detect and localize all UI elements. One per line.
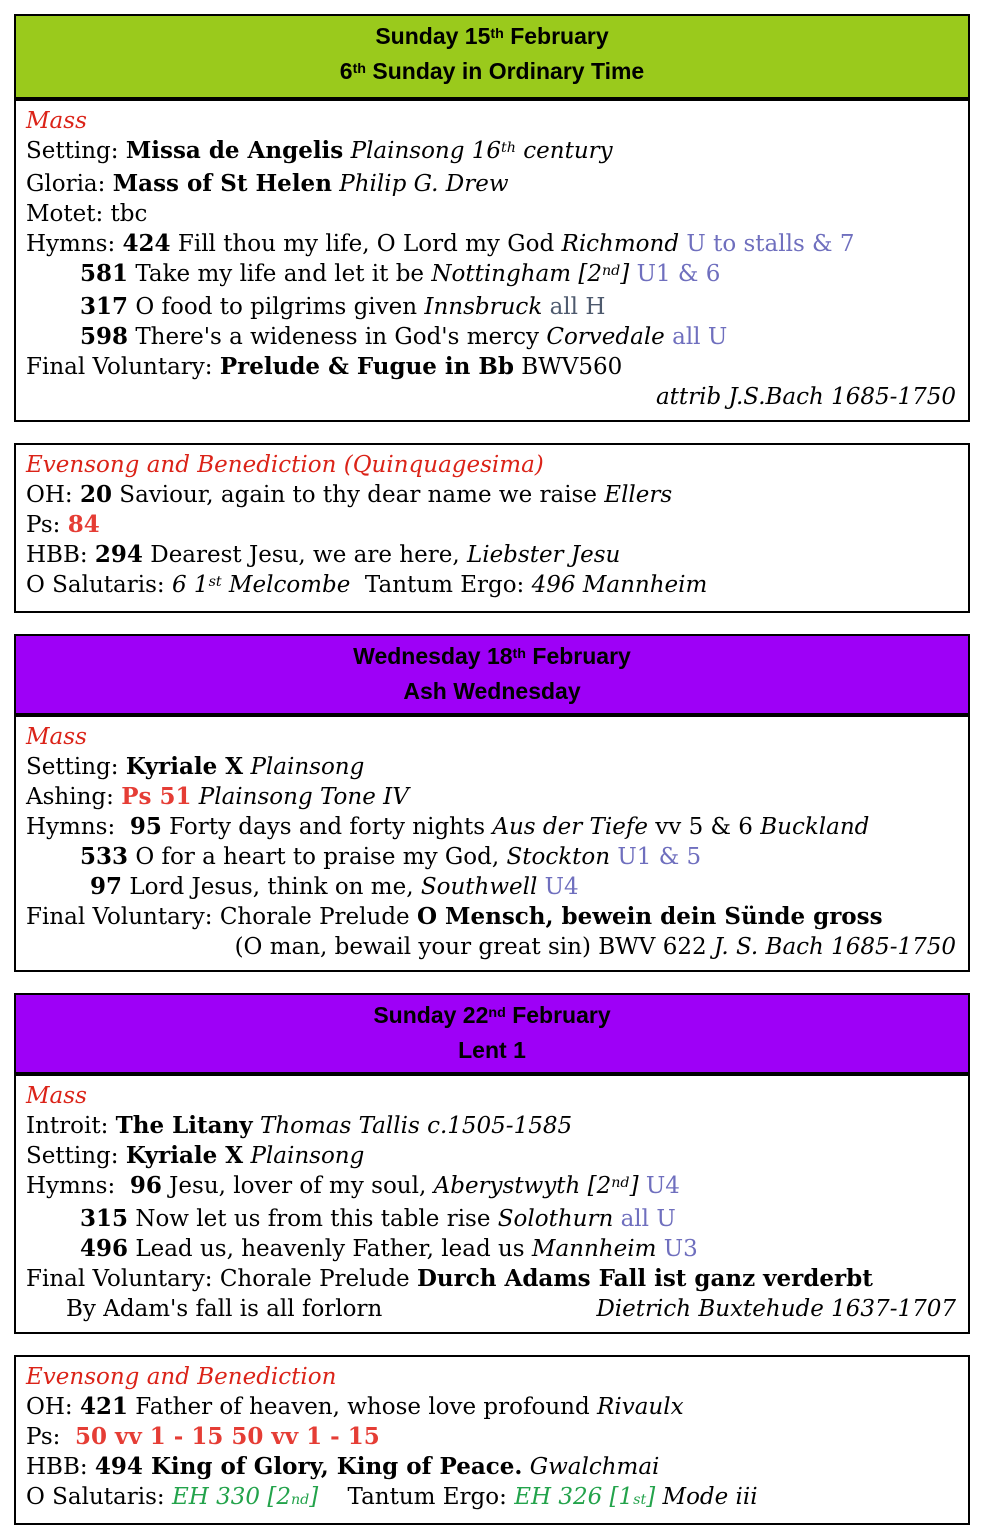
schedule-line xyxy=(26,842,956,872)
text-run: O Salutaris: xyxy=(26,572,172,598)
schedule-line xyxy=(26,169,956,199)
schedule-line xyxy=(26,1111,956,1141)
service-box-sunday-15-february xyxy=(14,14,970,422)
text-run xyxy=(665,324,672,350)
text-run: EH 330 [2 xyxy=(171,1484,291,1510)
text-run: EH 326 [1 xyxy=(514,1484,634,1510)
schedule-line xyxy=(26,259,956,292)
text-run: ] xyxy=(620,261,630,287)
day-header-line xyxy=(16,641,968,676)
schedule-line xyxy=(26,450,956,480)
text-run: Hymns: xyxy=(26,1173,130,1199)
text-run: J. S. Bach 1685-1750 xyxy=(713,934,956,960)
text-run: O for a heart to praise my God, xyxy=(128,844,507,870)
schedule-line xyxy=(26,229,956,259)
schedule-line xyxy=(26,292,956,322)
text-run: Melcombe xyxy=(221,572,351,598)
text-run: 50 vv 1 - 15 50 vv 1 - 15 xyxy=(75,1423,380,1450)
text-run xyxy=(629,261,636,287)
schedule-line xyxy=(26,1392,956,1422)
schedule-line xyxy=(26,1294,956,1324)
text-run xyxy=(656,1236,663,1262)
text-run: Mannheim xyxy=(582,572,708,598)
schedule-line xyxy=(26,1422,956,1452)
service-body xyxy=(16,445,968,611)
text-run: 496 xyxy=(531,572,583,598)
schedule-line xyxy=(26,782,956,812)
text-run xyxy=(343,138,350,164)
text-run: BWV560 xyxy=(513,354,623,380)
schedule-line xyxy=(26,812,956,842)
schedule-line xyxy=(26,1452,956,1482)
service-body xyxy=(16,101,968,420)
text-run: Motet: tbc xyxy=(26,201,148,227)
text-run: Sunday 22 xyxy=(373,1002,489,1028)
text-run: February xyxy=(505,1002,611,1028)
text-run: O Mensch, bewein dein Sünde gross xyxy=(416,903,883,930)
text-run: Mode iii xyxy=(662,1484,758,1510)
schedule-line xyxy=(26,1362,956,1392)
text-run: Now let us from this table rise xyxy=(128,1206,498,1232)
text-run: O Salutaris: xyxy=(26,1484,172,1510)
text-run: There's a wideness in God's mercy xyxy=(128,324,547,350)
text-run: all U xyxy=(672,324,728,350)
text-run: U3 xyxy=(663,1236,698,1262)
text-run: Take my life and let it be xyxy=(128,261,432,287)
text-run: all U xyxy=(620,1206,676,1232)
schedule-line xyxy=(26,932,956,962)
text-run: Final Voluntary: Chorale Prelude xyxy=(26,1266,417,1292)
text-run: Dietrich Buxtehude 1637-1707 xyxy=(596,1296,956,1322)
text-run: Mass xyxy=(26,724,87,750)
text-run: Tantum Ergo: xyxy=(318,1484,515,1510)
schedule-line xyxy=(26,1482,956,1515)
text-run: February xyxy=(503,23,609,49)
text-run: U4 xyxy=(544,874,579,900)
text-run: February xyxy=(526,643,631,669)
service-body xyxy=(16,717,968,970)
text-run: Lent 1 xyxy=(458,1037,526,1063)
text-run: Hymns: xyxy=(26,231,123,257)
text-run: nd xyxy=(611,1174,630,1191)
text-run: th xyxy=(512,645,526,662)
text-run: Kyriale X xyxy=(125,1142,244,1169)
service-body xyxy=(16,1357,968,1523)
schedule-line xyxy=(26,199,956,229)
text-run: Corvedale xyxy=(546,324,665,350)
schedule-line xyxy=(26,106,956,136)
text-run: Mannheim xyxy=(531,1236,657,1262)
text-run: Prelude & Fugue in Bb xyxy=(219,353,514,380)
text-run: Mass xyxy=(26,1083,87,1109)
day-header xyxy=(16,636,968,717)
schedule-line xyxy=(26,1234,956,1264)
text-run: 494 King of Glory, King of Peace. xyxy=(94,1453,523,1480)
schedule-line xyxy=(26,1171,956,1204)
schedule-line xyxy=(26,1081,956,1111)
service-box-evensong-lent-1 xyxy=(14,1355,970,1525)
text-run: Ps 51 xyxy=(121,783,192,810)
text-run: 421 xyxy=(79,1393,128,1420)
text-run xyxy=(613,1206,620,1232)
text-run: ] xyxy=(646,1484,656,1510)
text-run: Introit: xyxy=(26,1113,116,1139)
schedule-line xyxy=(26,322,956,352)
text-run: OH: xyxy=(26,1394,80,1420)
text-run: Plainsong xyxy=(250,754,365,780)
line-right xyxy=(596,1294,956,1324)
text-run: 598 xyxy=(80,323,129,350)
text-run xyxy=(191,784,198,810)
text-run: Fill thou my life, O Lord my God xyxy=(170,231,562,257)
text-run: 317 xyxy=(80,293,129,320)
text-run: vv 5 & 6 xyxy=(647,814,761,840)
text-run: Ashing: xyxy=(26,784,122,810)
text-run: Lead us, heavenly Father, lead us xyxy=(128,1236,532,1262)
text-run: Setting: xyxy=(26,138,126,164)
text-run: Stockton xyxy=(506,844,611,870)
text-run: Innsbruck xyxy=(424,294,543,320)
day-header xyxy=(16,995,968,1076)
text-run: 315 xyxy=(80,1205,129,1232)
schedule-line xyxy=(26,480,956,510)
schedule-line xyxy=(26,902,956,932)
schedule-boxes xyxy=(14,14,970,1525)
schedule-line xyxy=(26,510,956,540)
text-run: HBB: xyxy=(26,542,95,568)
day-header-line xyxy=(16,56,968,91)
text-run: Plainsong Tone IV xyxy=(198,784,409,810)
text-run: Ps: xyxy=(26,512,68,538)
text-run: attrib J.S.Bach 1685-1750 xyxy=(655,384,956,410)
text-run: Durch Adams Fall ist ganz verderbt xyxy=(416,1265,873,1292)
text-run xyxy=(639,1173,646,1199)
schedule-line xyxy=(26,570,956,603)
text-run: century xyxy=(515,138,613,164)
day-header-line xyxy=(16,1000,968,1035)
text-run: 6 xyxy=(339,58,353,84)
text-run: Forty days and forty nights xyxy=(161,814,493,840)
text-run: Gwalchmai xyxy=(529,1454,660,1480)
text-run: nd xyxy=(601,262,621,279)
text-run: nd xyxy=(290,1492,310,1508)
text-run: Father of heaven, whose love profound xyxy=(128,1394,598,1420)
text-run: Richmond xyxy=(561,231,680,257)
text-run: 20 xyxy=(79,481,112,508)
text-run xyxy=(542,294,549,320)
service-box-wednesday-18-february xyxy=(14,634,970,972)
service-box-evensong-quinquagesima xyxy=(14,443,970,613)
schedule-line xyxy=(26,1204,956,1234)
text-run: Mass of St Helen xyxy=(112,170,332,197)
text-run: Rivaulx xyxy=(597,1394,684,1420)
text-run: Aberystwyth [2 xyxy=(433,1173,612,1199)
text-run: Philip G. Drew xyxy=(339,171,509,197)
text-run xyxy=(655,1484,662,1510)
text-run: Sunday 15 xyxy=(375,23,491,49)
text-run: Solothurn xyxy=(497,1206,614,1232)
text-run: 96 xyxy=(129,1172,162,1199)
text-run: Kyriale X xyxy=(125,753,244,780)
text-run: Aus der Tiefe xyxy=(492,814,648,840)
text-run: Thomas Tallis c.1505-1585 xyxy=(259,1113,573,1139)
text-run: U to stalls & 7 xyxy=(686,231,855,257)
text-run: Sunday in Ordinary Time xyxy=(366,58,645,84)
schedule-line xyxy=(26,382,956,412)
service-body xyxy=(16,1076,968,1332)
schedule-line xyxy=(26,1264,956,1294)
schedule-line xyxy=(26,1141,956,1171)
text-run: th xyxy=(490,25,504,42)
text-run: Gloria: xyxy=(26,171,113,197)
day-header-line xyxy=(16,676,968,707)
text-run: Jesu, lover of my soul, xyxy=(161,1173,434,1199)
day-header-line xyxy=(16,1035,968,1066)
schedule-line xyxy=(26,540,956,570)
schedule-line xyxy=(26,136,956,169)
text-run: 496 xyxy=(80,1235,129,1262)
text-run: Ps: xyxy=(26,1424,76,1450)
text-run: Wednesday 18 xyxy=(353,643,513,669)
text-run: 294 xyxy=(94,541,143,568)
text-run: ] xyxy=(629,1173,639,1199)
text-run: 95 xyxy=(129,813,162,840)
text-run: st xyxy=(208,573,222,590)
text-run: Buckland xyxy=(760,814,870,840)
text-run: Setting: xyxy=(26,754,126,780)
text-run: O food to pilgrims given xyxy=(128,294,425,320)
text-run: (O man, bewail your great sin) BWV 622 xyxy=(234,934,714,960)
text-run: 581 xyxy=(80,260,129,287)
day-header-line xyxy=(16,21,968,56)
line-left xyxy=(26,1294,382,1324)
text-run: Evensong and Benediction xyxy=(26,1364,337,1390)
text-run: Dearest Jesu, we are here, xyxy=(142,542,467,568)
text-run: Tantum Ergo: xyxy=(350,572,532,598)
text-run: Southwell xyxy=(420,874,538,900)
text-run: nd xyxy=(488,1004,506,1021)
text-run: 533 xyxy=(80,843,129,870)
text-run: 424 xyxy=(122,230,171,257)
text-run xyxy=(253,1113,260,1139)
schedule-line xyxy=(26,872,956,902)
text-run: Plainsong xyxy=(250,1143,365,1169)
text-run: HBB: xyxy=(26,1454,95,1480)
text-run: ] xyxy=(309,1484,319,1510)
text-run: 97 xyxy=(90,873,123,900)
text-run: Ellers xyxy=(604,482,673,508)
text-run: Lord Jesus, think on me, xyxy=(122,874,421,900)
text-run: Ash Wednesday xyxy=(403,678,581,704)
text-run: Liebster Jesu xyxy=(466,542,621,568)
text-run: Hymns: xyxy=(26,814,130,840)
text-run: all H xyxy=(549,294,606,320)
text-run: By Adam's fall is all forlorn xyxy=(66,1296,383,1322)
text-run: Nottingham [2 xyxy=(431,261,602,287)
text-run: 84 xyxy=(67,511,100,538)
text-run: The Litany xyxy=(115,1112,253,1139)
text-run: U1 & 6 xyxy=(636,261,721,287)
text-run: Saviour, again to thy dear name we raise xyxy=(112,482,605,508)
text-run: Setting: xyxy=(26,1143,126,1169)
text-run: U1 & 5 xyxy=(617,844,702,870)
text-run: 6 1 xyxy=(171,572,209,598)
text-run xyxy=(537,874,544,900)
text-run: th xyxy=(501,139,516,156)
text-run: st xyxy=(633,1492,647,1508)
schedule-line xyxy=(26,352,956,382)
schedule-line xyxy=(26,752,956,782)
text-run: Plainsong 16 xyxy=(350,138,502,164)
text-run: OH: xyxy=(26,482,80,508)
text-run: Evensong and Benediction (Quinquagesima) xyxy=(26,452,544,478)
text-run: th xyxy=(352,60,367,77)
schedule-line xyxy=(26,722,956,752)
text-run: U4 xyxy=(645,1173,680,1199)
text-run: Mass xyxy=(26,108,87,134)
service-box-sunday-22-february xyxy=(14,993,970,1334)
text-run: Final Voluntary: Chorale Prelude xyxy=(26,904,417,930)
day-header xyxy=(16,16,968,101)
text-run: Missa de Angelis xyxy=(125,137,344,164)
text-run: Final Voluntary: xyxy=(26,354,220,380)
